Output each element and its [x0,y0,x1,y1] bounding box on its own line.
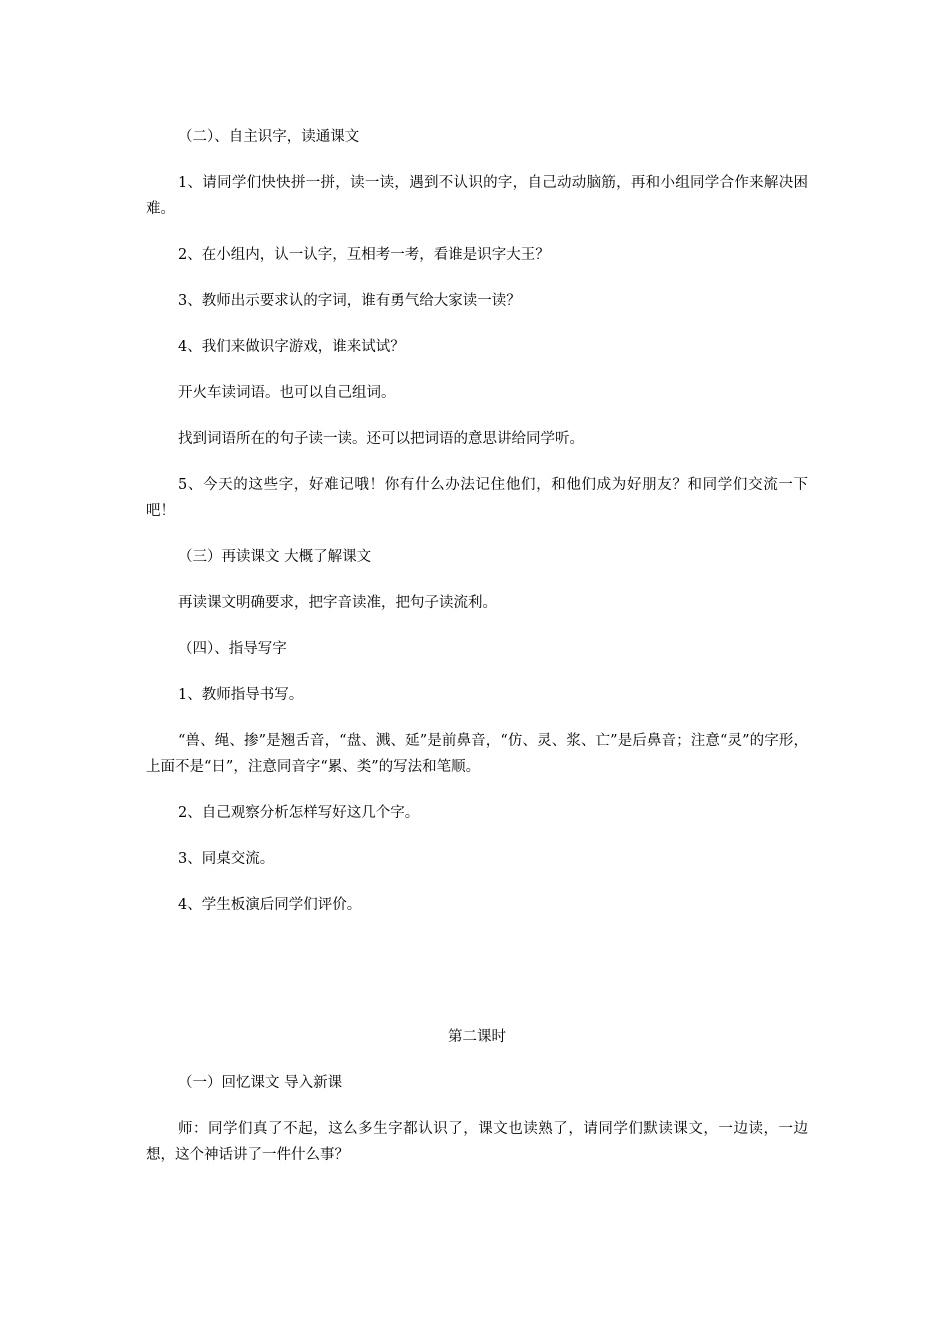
document-content [146,124,808,1188]
paragraph: 4、我们来做识字游戏，谁来试试？ [178,339,405,355]
heading-self-literacy: （二）、自主识字，读通课文 [178,129,360,145]
lesson-two-title: 第二课时 [448,1029,506,1045]
paragraph: 找到词语所在的句子读一读。还可以把词语的意思讲给同学听。 [178,431,584,447]
section-gap [146,938,808,1024]
paragraph: 再读课文明确要求，把字音读准，把句子读流利。 [178,595,497,611]
paragraph: 4、学生板演后同学们评价。 [178,897,362,913]
paragraph: 2、在小组内，认一认字，互相考一考，看谁是识字大王？ [178,247,550,263]
paragraph: 1、请同学们快快拼一拼，读一读，遇到不认识的字，自己动动脑筋，再和小组同学合作来解决困难。 [146,175,808,217]
paragraph: 2、自己观察分析怎样写好这几个字。 [178,805,420,821]
paragraph: “兽、绳、掺”是翘舌音，“盘、溅、延”是前鼻音，“仿、灵、浆、亡”是后鼻音；注意“灵”的字形，上面不是“日”，注意同音字“累、类”的写法和笔顺。 [146,733,808,775]
paragraph: 5、今天的这些字，好难记哦！你有什么办法记住他们，和他们成为好朋友？和同学们交流一下吧！ [146,477,808,519]
paragraph: 师：同学们真了不起，这么多生字都认识了，课文也读熟了，请同学们默读课文，一边读，一边想，这个神话讲了一件什么事？ [146,1121,808,1163]
heading-reread-text: （三）再读课文 大概了解课文 [178,549,372,565]
paragraph: 1、教师指导书写。 [178,687,304,703]
heading-recall-text: （一）回忆课文 导入新课 [178,1075,343,1091]
heading-writing-guidance: （四）、指导写字 [178,641,287,657]
paragraph: 开火车读词语。也可以自己组词。 [178,385,396,401]
paragraph: 3、教师出示要求认的字词，谁有勇气给大家读一读？ [178,293,521,309]
paragraph: 3、同桌交流。 [178,851,275,867]
